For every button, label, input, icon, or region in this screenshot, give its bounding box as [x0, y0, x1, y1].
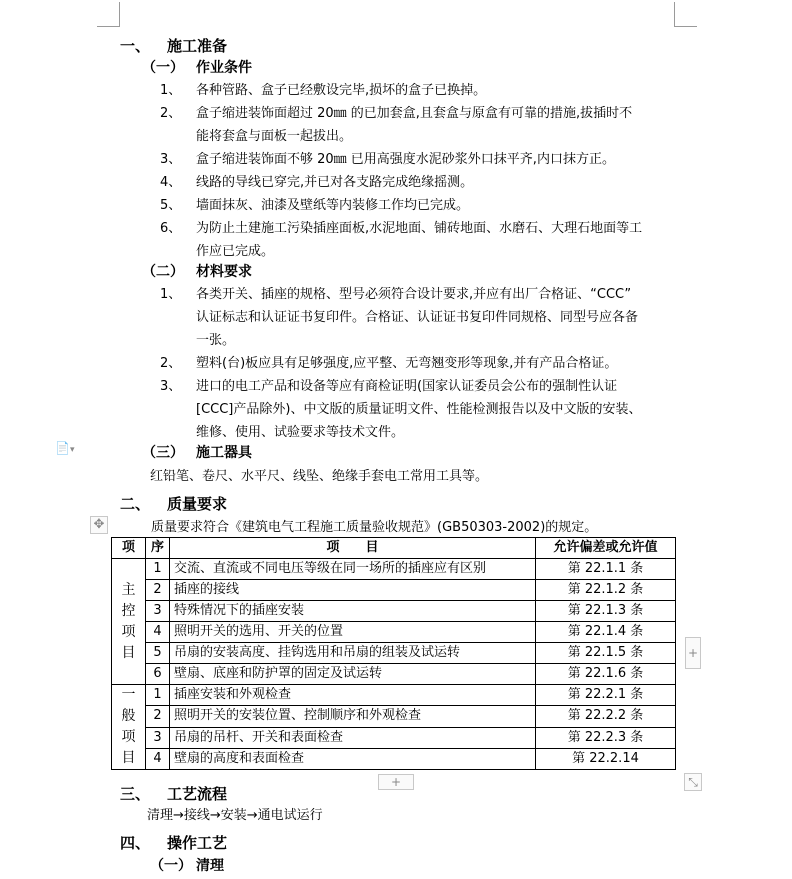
table-row	[112, 601, 676, 622]
list-text: 各种管路、盒子已经敷设完毕,损坏的盒子已换掉。	[196, 83, 487, 98]
subsection-1-1-heading	[142, 57, 252, 77]
list-number: 1、	[160, 83, 182, 98]
section-title: 操作工艺	[167, 834, 228, 852]
list-number: 2、	[160, 106, 182, 121]
row-number: 6	[146, 664, 170, 685]
document-icon: 📄	[55, 441, 70, 455]
category-main-control: 主控项目	[112, 559, 146, 685]
table-row	[112, 643, 676, 664]
list-text: [CCC]产品除外)、中文版的质量证明文件、性能检测报告以及中文版的安装、	[196, 402, 642, 417]
paragraph-doc-icon[interactable]	[55, 441, 74, 455]
subsection-title: 清理	[196, 858, 224, 874]
row-item: 壁扇的高度和表面检查	[170, 748, 536, 769]
row-item: 特殊情况下的插座安装	[170, 601, 536, 622]
process-flow: 清理→接线→安装→通电试运行	[147, 808, 323, 823]
list-number: 1、	[160, 287, 182, 302]
table-row	[112, 685, 676, 706]
row-number: 1	[146, 559, 170, 580]
list-text: 线路的导线已穿完,并已对各支路完成绝缘摇测。	[196, 175, 474, 190]
add-column-button[interactable]	[685, 637, 701, 669]
tools-text: 红铅笔、卷尺、水平尺、线坠、绝缘手套电工常用工具等。	[150, 469, 489, 484]
section-title: 施工准备	[167, 37, 228, 55]
section-1-heading	[120, 35, 228, 56]
subsection-1-3-heading	[142, 442, 252, 462]
row-ref: 第 22.2.1 条	[536, 685, 676, 706]
move-icon: ✥	[93, 517, 105, 532]
list-number: 4、	[160, 175, 182, 190]
list-text: 认证标志和认证证书复印件。合格证、认证证书复印件同规格、同型号应各备	[196, 310, 639, 325]
resize-icon: ⤡	[688, 775, 698, 789]
list-text: 墙面抹灰、油漆及壁纸等内装修工作均已完成。	[196, 198, 470, 213]
subsection-title: 作业条件	[196, 60, 252, 76]
row-ref: 第 22.1.1 条	[536, 559, 676, 580]
category-general: 一般项目	[112, 685, 146, 770]
section-2-heading	[120, 493, 228, 514]
row-item: 插座安装和外观检查	[170, 685, 536, 706]
table-move-handle[interactable]	[90, 516, 108, 534]
table-row	[112, 580, 676, 601]
row-number: 1	[146, 685, 170, 706]
header-number: 序	[146, 538, 170, 559]
subsection-number: （一）	[142, 60, 184, 76]
subsection-number: （二）	[142, 264, 184, 280]
row-ref: 第 22.2.3 条	[536, 727, 676, 748]
list-number: 5、	[160, 198, 182, 213]
row-item: 吊扇的安装高度、挂钩选用和吊扇的组装及试运转	[170, 643, 536, 664]
caret-down-icon: ▾	[69, 445, 75, 455]
row-item: 吊扇的吊杆、开关和表面检查	[170, 727, 536, 748]
section-number: 四、	[120, 834, 151, 852]
section-number: 三、	[120, 785, 151, 803]
section-4-heading	[120, 832, 228, 853]
row-item: 交流、直流或不同电压等级在同一场所的插座应有区别	[170, 559, 536, 580]
table-resize-handle[interactable]	[684, 773, 702, 791]
subsection-4-1-heading	[150, 855, 224, 875]
list-text: 盒子缩进装饰面超过 20㎜ 的已加套盒,且套盒与原盒有可靠的措施,拔插时不	[196, 106, 633, 121]
section-number: 二、	[120, 495, 151, 513]
section-title: 质量要求	[167, 495, 228, 513]
row-item: 照明开关的选用、开关的位置	[170, 622, 536, 643]
section-title: 工艺流程	[167, 785, 228, 803]
table-row	[112, 664, 676, 685]
list-number: 3、	[160, 379, 182, 394]
table-row	[112, 727, 676, 748]
header-item: 项 目	[170, 538, 536, 559]
crop-mark-top-left	[97, 2, 120, 27]
subsection-1-2-heading	[142, 261, 252, 281]
list-text: 一张。	[196, 333, 236, 348]
row-ref: 第 22.2.2 条	[536, 706, 676, 727]
crop-mark-top-right	[674, 2, 697, 27]
subsection-title: 施工器具	[196, 445, 252, 461]
list-text: 能将套盒与面板一起拔出。	[196, 129, 353, 144]
list-number: 2、	[160, 356, 182, 371]
row-item: 壁扇、底座和防护罩的固定及试运转	[170, 664, 536, 685]
list-text: 塑料(台)板应具有足够强度,应平整、无弯翘变形等现象,并有产品合格证。	[196, 356, 618, 371]
row-number: 3	[146, 727, 170, 748]
row-ref: 第 22.2.14	[536, 748, 676, 769]
row-ref: 第 22.1.4 条	[536, 622, 676, 643]
header-category: 项	[112, 538, 146, 559]
section-number: 一、	[120, 37, 151, 55]
list-text: 作应已完成。	[196, 244, 275, 259]
row-ref: 第 22.1.5 条	[536, 643, 676, 664]
row-ref: 第 22.1.2 条	[536, 580, 676, 601]
quality-intro: 质量要求符合《建筑电气工程施工质量验收规范》(GB50303-2002)的规定。	[151, 520, 598, 535]
row-number: 5	[146, 643, 170, 664]
list-text: 各类开关、插座的规格、型号必须符合设计要求,并应有出厂合格证、“CCC”	[196, 287, 632, 302]
add-row-button[interactable]	[378, 774, 414, 790]
row-item: 插座的接线	[170, 580, 536, 601]
row-number: 2	[146, 580, 170, 601]
list-number: 6、	[160, 221, 182, 236]
row-number: 2	[146, 706, 170, 727]
header-allowance: 允许偏差或允许值	[536, 538, 676, 559]
table-row	[112, 748, 676, 769]
table-header-row	[112, 538, 676, 559]
subsection-number: （一）	[150, 858, 192, 874]
table-row	[112, 559, 676, 580]
row-item: 照明开关的安装位置、控制顺序和外观检查	[170, 706, 536, 727]
row-ref: 第 22.1.6 条	[536, 664, 676, 685]
section-3-heading	[120, 783, 228, 804]
plus-icon: +	[390, 775, 402, 789]
subsection-number: （三）	[142, 445, 184, 461]
list-text: 维修、使用、试验要求等技术文件。	[196, 425, 405, 440]
list-text: 进口的电工产品和设备等应有商检证明(国家认证委员会公布的强制性认证	[196, 379, 618, 394]
table-row	[112, 622, 676, 643]
table-row	[112, 706, 676, 727]
row-number: 3	[146, 601, 170, 622]
list-text: 为防止土建施工污染插座面板,水泥地面、铺砖地面、水磨石、大理石地面等工	[196, 221, 643, 236]
quality-table	[111, 537, 676, 770]
list-text: 盒子缩进装饰面不够 20㎜ 已用高强度水泥砂浆外口抹平齐,内口抹方正。	[196, 152, 615, 167]
row-number: 4	[146, 748, 170, 769]
row-ref: 第 22.1.3 条	[536, 601, 676, 622]
list-number: 3、	[160, 152, 182, 167]
subsection-title: 材料要求	[196, 264, 252, 280]
plus-icon: +	[687, 646, 699, 660]
row-number: 4	[146, 622, 170, 643]
